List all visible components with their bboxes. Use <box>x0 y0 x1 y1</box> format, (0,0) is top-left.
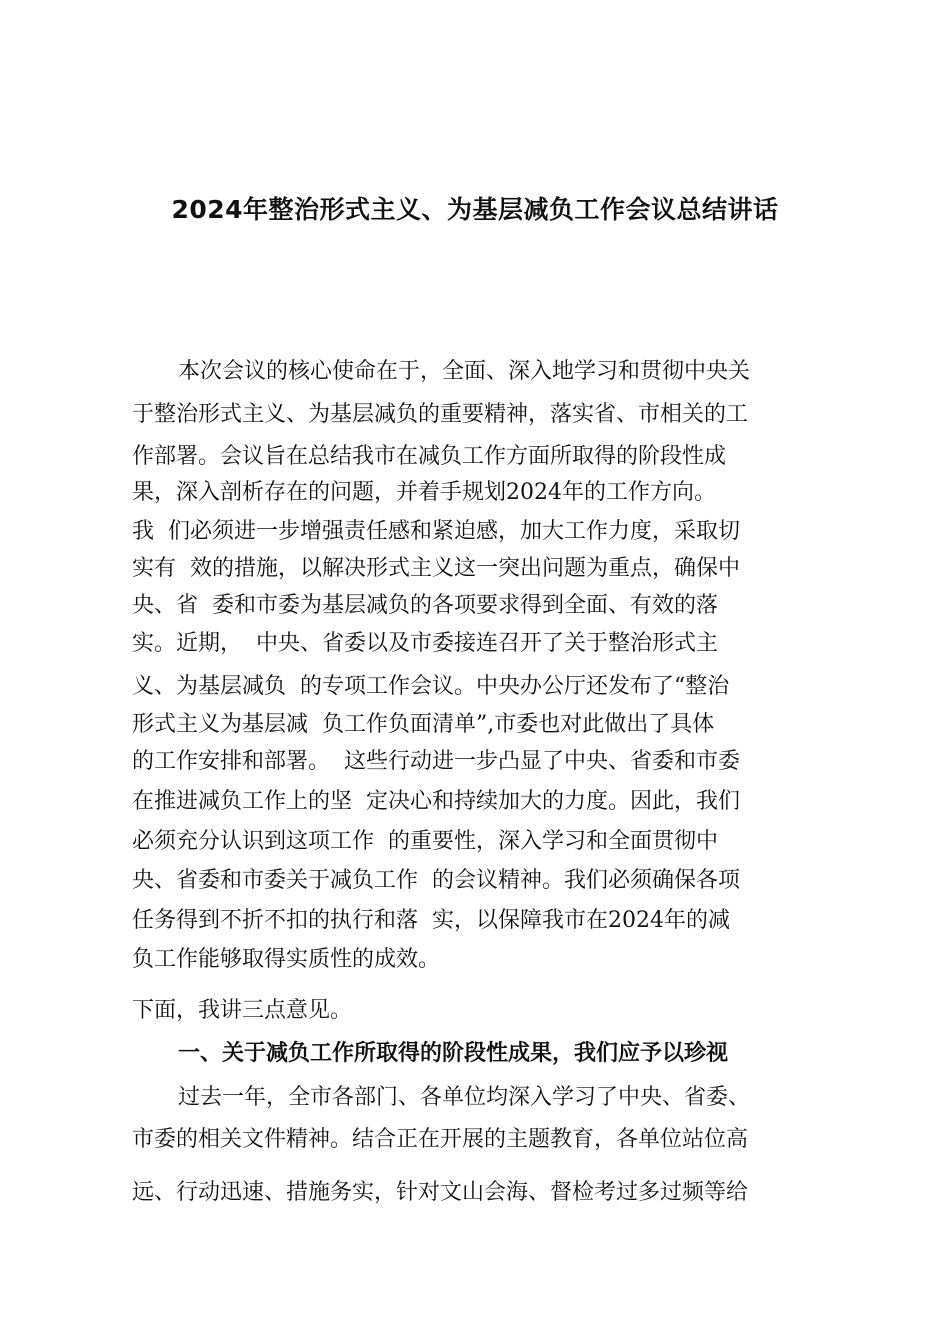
paragraph-line: 我 们必须进一步增强责任感和紧迫感，加大工作力度，采取切 <box>132 519 740 544</box>
paragraph-line: 央、省 委和市委为基层减负的各项要求得到全面、有效的落 <box>132 593 718 618</box>
paragraph-line: 形式主义为基层减 负工作负面清单”,市委也对此做出了具体 <box>132 712 715 737</box>
paragraph-line: 果，深入剖析存在的问题，并着手规划2024年的工作方向。 <box>132 480 716 505</box>
paragraph-line: 作部署。会议旨在总结我市在减负工作方面所取得的阶段性成 <box>132 444 727 469</box>
paragraph-line: 任务得到不折不扣的执行和落 实，以保障我市在2024年的减 <box>132 908 730 933</box>
document-title: 2024年整治形式主义、为基层减负工作会议总结讲话 <box>171 195 779 224</box>
paragraph-line: 的工作安排和部署。 这些行动进一步凸显了中央、省委和市委 <box>132 749 740 774</box>
paragraph-line: 过去一年，全市各部门、各单位均深入学习了中央、省委、 <box>178 1085 751 1110</box>
paragraph-line: 在推进减负工作上的坚 定决心和持续加大的力度。因此，我们 <box>132 789 740 814</box>
paragraph-line: 实有 效的措施，以解决形式主义这一突出问题为重点，确保中 <box>132 556 740 581</box>
paragraph-line: 实。近期， 中央、省委以及市委接连召开了关于整治形式主 <box>132 631 718 656</box>
paragraph-line: 下面，我讲三点意见。 <box>132 998 353 1023</box>
paragraph-line: 市委的相关文件精神。结合正在开展的主题教育，各单位站位高 <box>132 1127 749 1152</box>
paragraph-line: 义、为基层减负 的专项工作会议。中央办公厅还发布了“整治 <box>132 674 730 699</box>
paragraph-line: 远、行动迅速、措施务实，针对文山会海、督检考过多过频等给 <box>132 1180 749 1205</box>
paragraph-line: 负工作能够取得实质性的成效。 <box>132 947 441 972</box>
paragraph-line: 于整治形式主义、为基层减负的重要精神，落实省、市相关的工 <box>132 402 749 427</box>
paragraph-line: 本次会议的核心使命在于，全面、深入地学习和贯彻中央关 <box>178 359 751 384</box>
section-heading: 一、关于减负工作所取得的阶段性成果，我们应予以珍视 <box>178 1041 729 1066</box>
paragraph-line: 必须充分认识到这项工作 的重要性，深入学习和全面贯彻中 <box>132 829 718 854</box>
paragraph-line: 央、省委和市委关于减负工作 的会议精神。我们必须确保各项 <box>132 868 740 893</box>
